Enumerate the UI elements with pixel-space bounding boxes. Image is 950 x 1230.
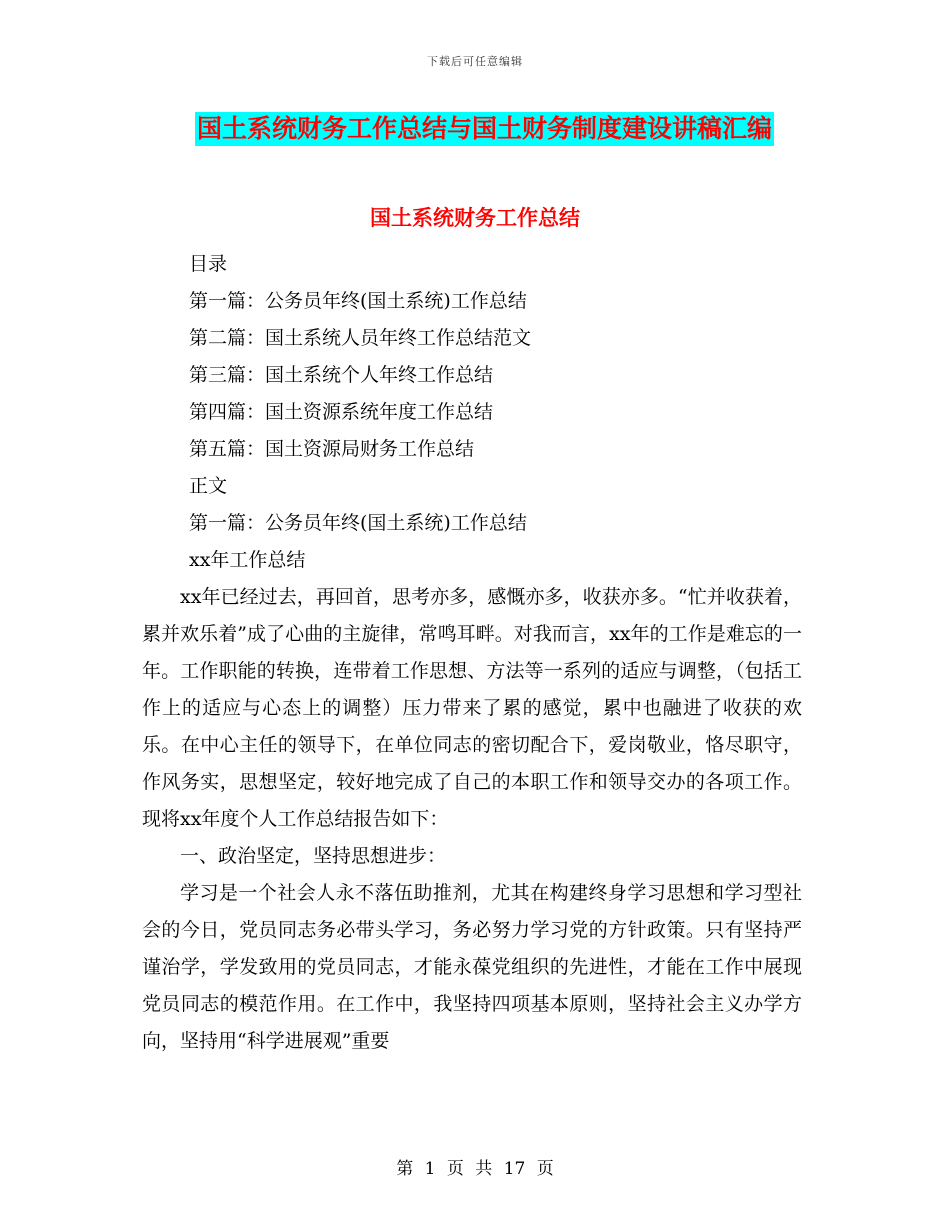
page-number: 第 1 页 共 17 页 (396, 1159, 554, 1179)
table-of-contents (189, 246, 531, 579)
body-paragraph: xx年已经过去，再回首，思考亦多，感慨亦多，收获亦多。“忙并收获着，累并欢乐着”成了心曲的主旋律，常鸣耳畔。对我而言，xx年的工作是难忘的一年。工作职能的转换，连带着工作思想、方法等一系列的适应与调整，（包括工作上的适应与心态上的调整）压力带来了累的感觉，累中也融进了收获的欢乐。在中心主任的领导下，在单位同志的密切配合下，爱岗敬业，恪尽职守，作风务实，思想坚定，较好地完成了自己的本职工作和领导交办的各项工作。现将xx年度个人工作总结报告如下： (142, 586, 802, 830)
toc-item: 第三篇：国土系统个人年终工作总结 (189, 364, 494, 386)
toc-item: 第四篇：国土资源系统年度工作总结 (189, 401, 494, 423)
document-sub-title: 国土系统财务工作总结 (370, 206, 580, 230)
body-text (142, 579, 802, 1060)
body-paragraph: 学习是一个社会人永不落伍助推剂，尤其在构建终身学习思想和学习型社会的今日，党员同志务必带头学习，务必努力学习党的方针政策。只有坚持严谨治学，学发致用的党员同志，才能永葆党组织的先进性，才能在工作中展现党员同志的模范作用。在工作中，我坚持四项基本原则，坚持社会主义办学方向，坚持用“科学进展观”重要 (142, 882, 802, 1052)
document-main-title: 国土系统财务工作总结与国土财务制度建设讲稿汇编 (195, 112, 774, 146)
toc-heading: 目录 (189, 253, 228, 275)
section-heading: 一、政治坚定，坚持思想进步： (180, 845, 447, 867)
body-heading: 正文 (189, 475, 228, 497)
toc-item: 第五篇：国土资源局财务工作总结 (189, 438, 475, 460)
chapter-title: 第一篇：公务员年终(国土系统)工作总结 (189, 512, 527, 534)
toc-item: 第二篇：国土系统人员年终工作总结范文 (189, 327, 532, 349)
toc-item: 第一篇：公务员年终(国土系统)工作总结 (189, 290, 527, 312)
section-title: xx年工作总结 (189, 549, 306, 571)
header-note: 下载后可任意编辑 (427, 55, 523, 68)
